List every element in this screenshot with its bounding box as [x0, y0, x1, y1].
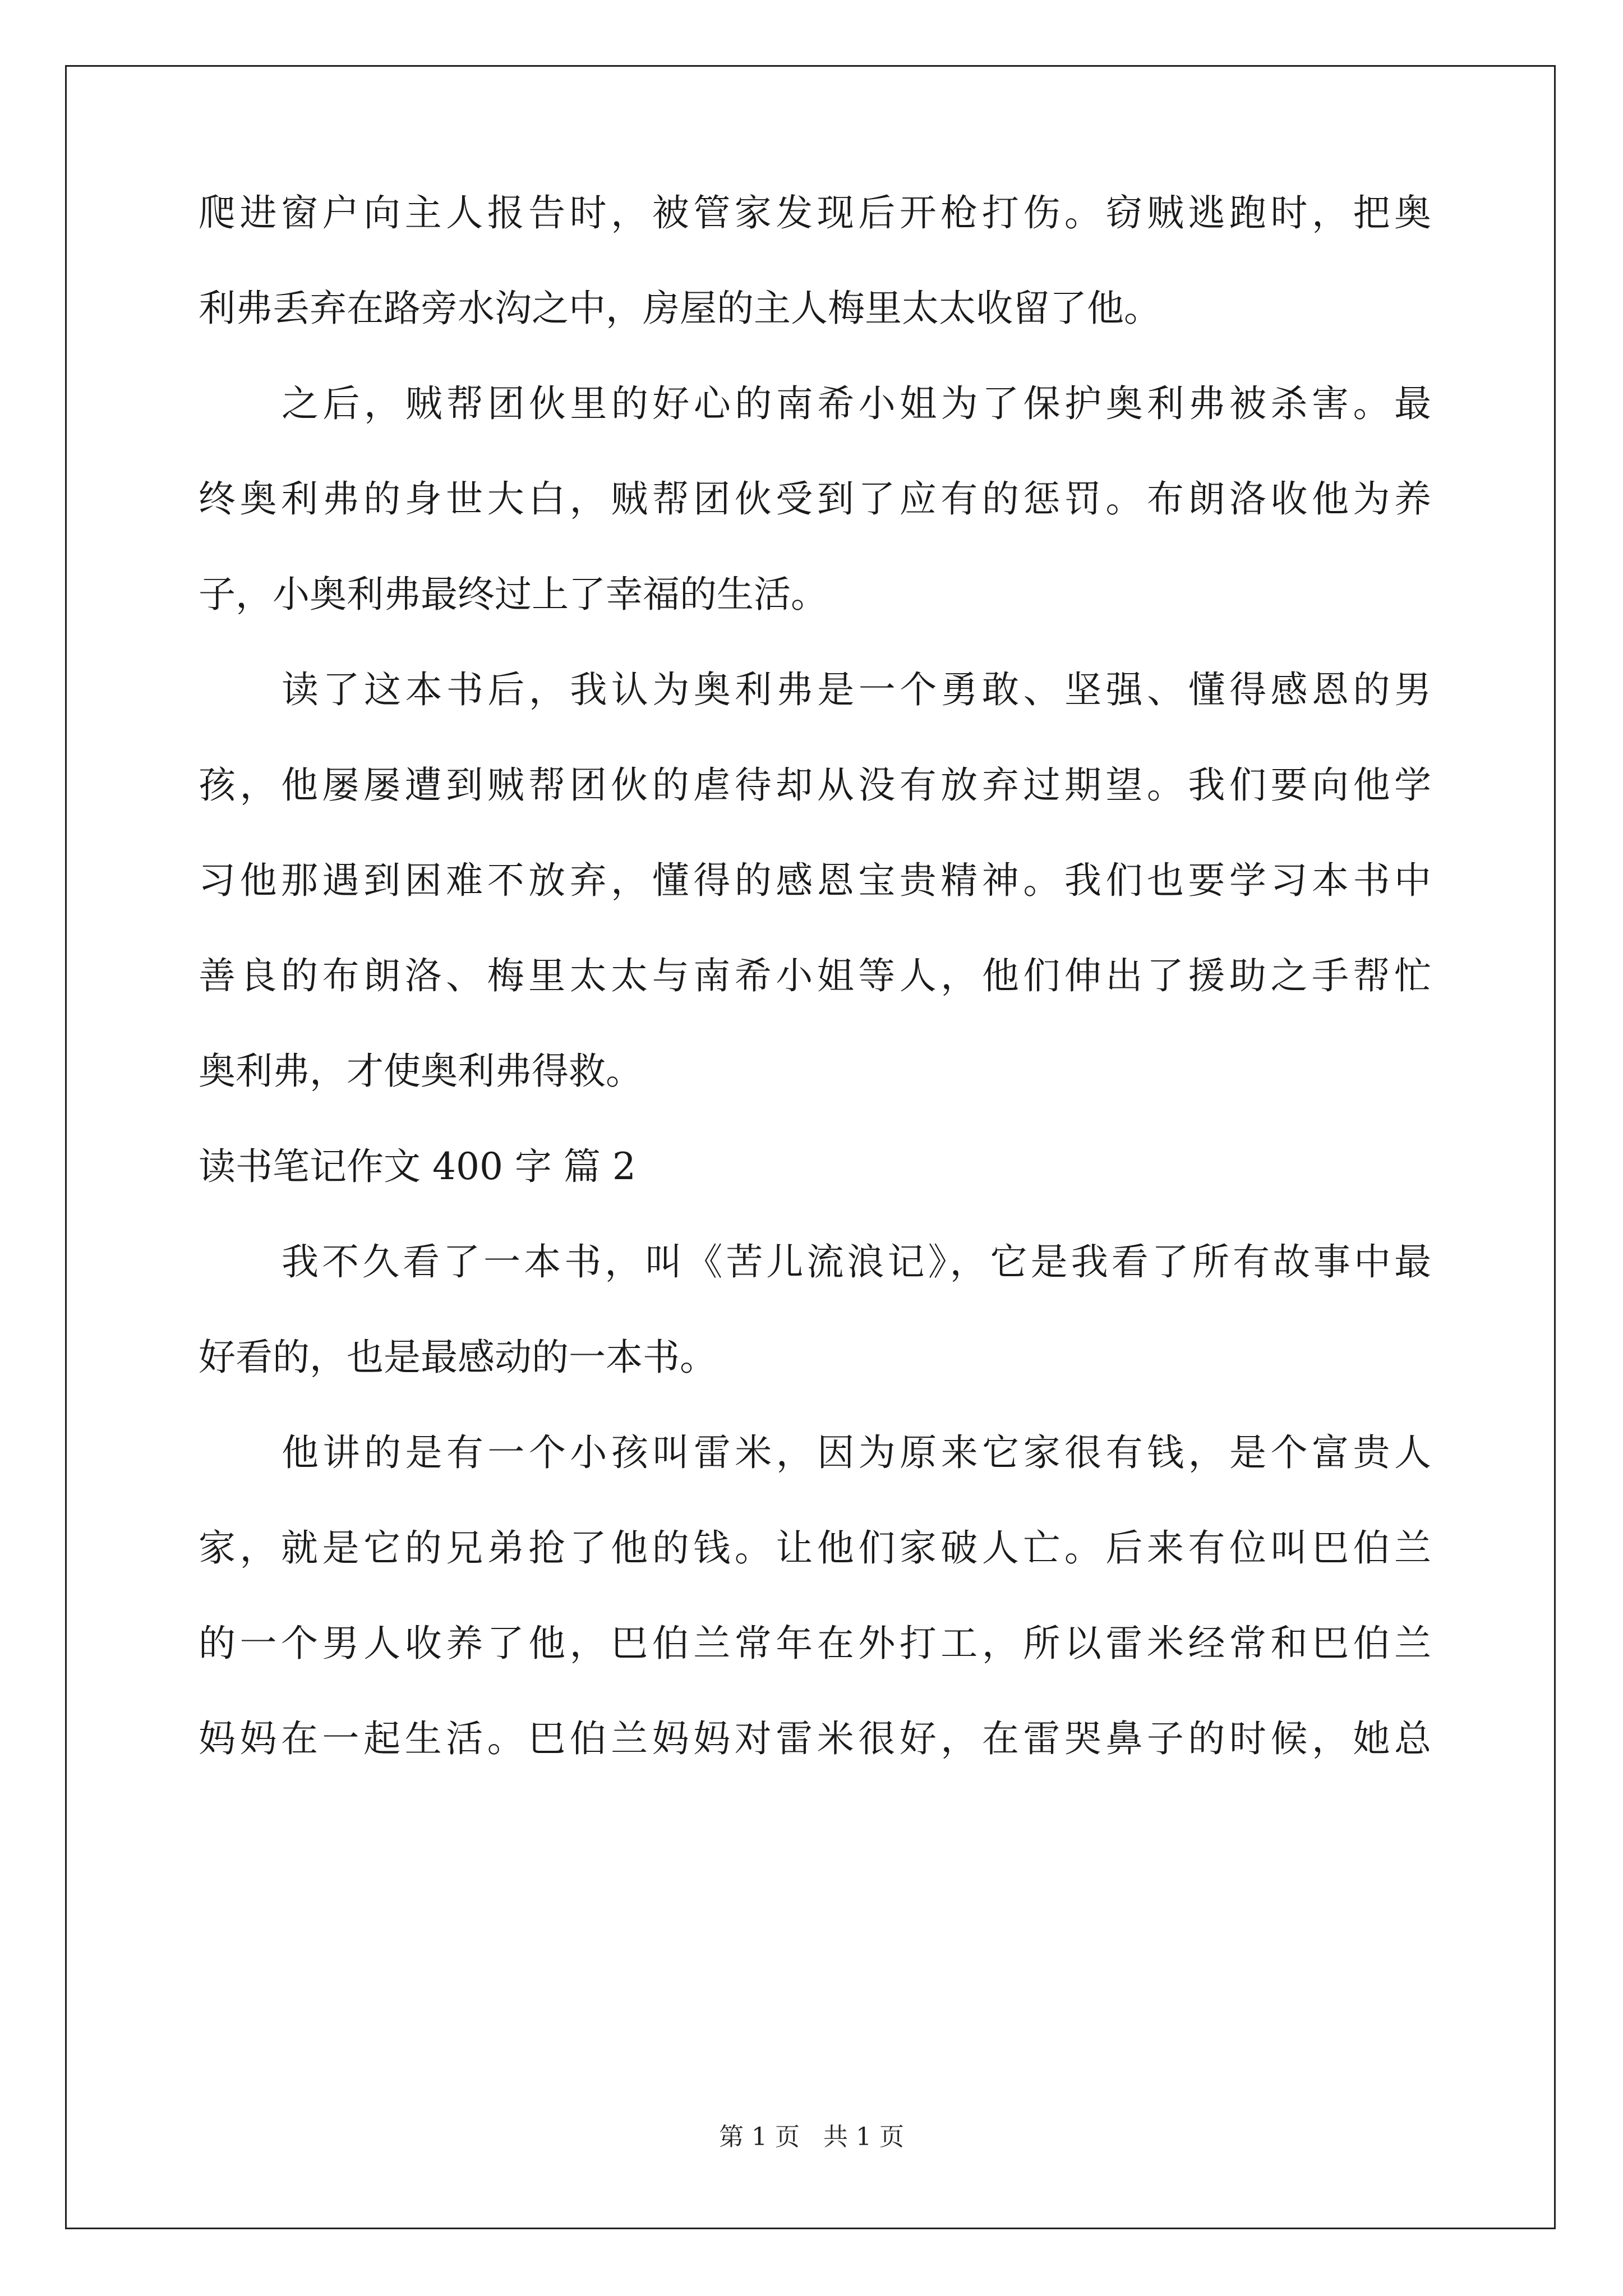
document-body: [199, 185, 1431, 1806]
page-footer: [0, 2120, 1623, 2154]
text-line-16: 的一个男人收养了他，巴伯兰常年在外打工，所以雷米经常和巴伯兰: [199, 1622, 1431, 1665]
text-line-2: 利弗丢弃在路旁水沟之中，房屋的主人梅里太太收留了他。: [199, 287, 1161, 330]
text-line-8: 习他那遇到困难不放弃，懂得的感恩宝贵精神。我们也要学习本书中: [199, 859, 1431, 902]
text-line-13: 好看的，也是最感动的一本书。: [199, 1336, 717, 1379]
text-line-17: 妈妈在一起生活。巴伯兰妈妈对雷米很好，在雷哭鼻子的时候，她总: [199, 1717, 1431, 1760]
page-number-current: 第 1 页: [719, 2123, 800, 2151]
text-line-14: 他讲的是有一个小孩叫雷米，因为原来它家很有钱，是个富贵人: [282, 1431, 1431, 1474]
text-line-10: 奥利弗，才使奥利弗得救。: [199, 1050, 643, 1093]
page-number-total: 共 1 页: [823, 2123, 904, 2151]
text-line-5: 子，小奥利弗最终过上了幸福的生活。: [199, 573, 828, 616]
text-line-6: 读了这本书后，我认为奥利弗是一个勇敢、坚强、懂得感恩的男: [282, 668, 1431, 711]
text-line-12: 我不久看了一本书，叫《苦儿流浪记》，它是我看了所有故事中最: [282, 1240, 1431, 1283]
section-heading: 读书笔记作文 400 字 篇 2: [199, 1145, 636, 1188]
text-line-9: 善良的布朗洛、梅里太太与南希小姐等人，他们伸出了援助之手帮忙: [199, 954, 1431, 997]
text-line-3: 之后，贼帮团伙里的好心的南希小姐为了保护奥利弗被杀害。最: [282, 382, 1431, 425]
text-line-15: 家，就是它的兄弟抢了他的钱。让他们家破人亡。后来有位叫巴伯兰: [199, 1526, 1431, 1570]
text-line-7: 孩，他屡屡遭到贼帮团伙的虐待却从没有放弃过期望。我们要向他学: [199, 763, 1431, 807]
text-line-1: 爬进窗户向主人报告时，被管家发现后开枪打伤。窃贼逃跑时，把奥: [199, 191, 1431, 234]
text-line-4: 终奥利弗的身世大白，贼帮团伙受到了应有的惩罚。布朗洛收他为养: [199, 477, 1431, 521]
